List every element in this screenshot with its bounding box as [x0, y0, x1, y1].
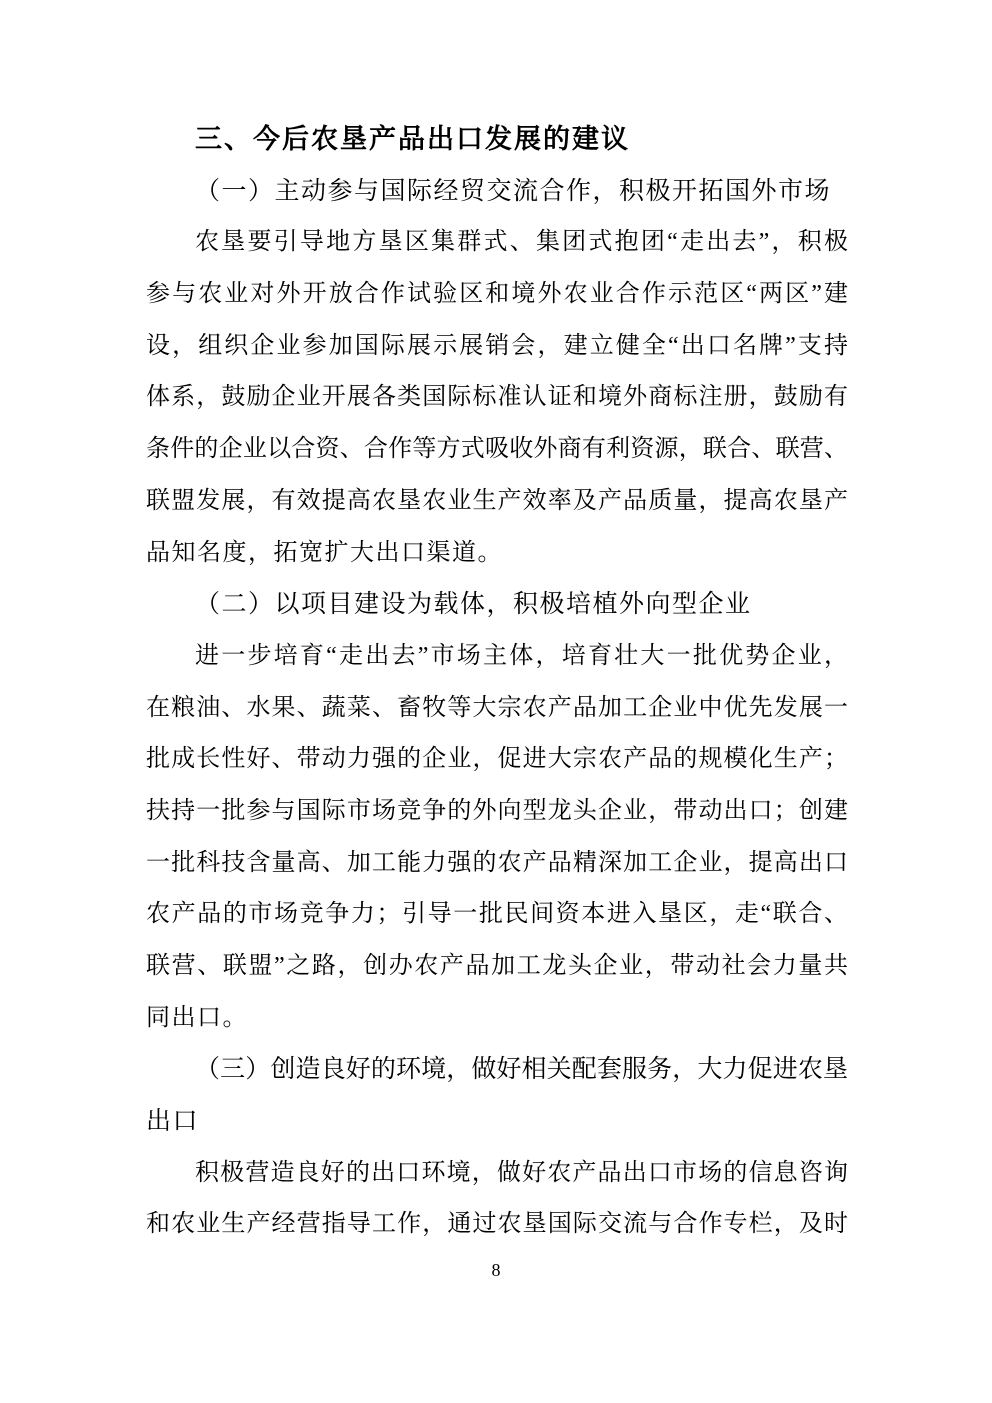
subsection-heading: （三）创造良好的环境，做好相关配套服务，大力促进农垦: [195, 1056, 848, 1084]
body-text-line: 参与农业对外开放合作试验区和境外农业合作示范区“两区”建: [146, 281, 848, 308]
body-text-line: 农垦要引导地方垦区集群式、集团式抱团“走出去”，积极: [195, 229, 848, 256]
subsection-heading: （二）以项目建设为载体，积极培植外向型企业: [195, 591, 752, 619]
body-text-line: 同出口。: [146, 1004, 248, 1031]
body-text-line: 和农业生产经营指导工作，通过农垦国际交流与合作专栏，及时: [146, 1211, 848, 1238]
body-text-line: 扶持一批参与国际市场竞争的外向型龙头企业，带动出口；创建: [146, 797, 848, 824]
body-text-line: 设，组织企业参加国际展示展销会，建立健全“出口名牌”支持: [146, 332, 848, 359]
body-text-line: 品知名度，拓宽扩大出口渠道。: [146, 539, 503, 566]
page-number: 8: [491, 1260, 501, 1280]
body-text-line: 条件的企业以合资、合作等方式吸收外商有利资源，联合、联营、: [146, 436, 848, 463]
body-text-line: 积极营造良好的出口环境，做好农产品出口市场的信息咨询: [195, 1159, 848, 1186]
body-text-line: 农产品的市场竞争力；引导一批民间资本进入垦区，走“联合、: [146, 901, 848, 928]
body-text-line: 联营、联盟”之路，创办农产品加工龙头企业，带动社会力量共: [146, 953, 848, 979]
subsection-heading: （一）主动参与国际经贸交流合作，积极开拓国外市场: [195, 177, 832, 205]
body-text-line: 批成长性好、带动力强的企业，促进大宗农产品的规模化生产；: [146, 746, 848, 773]
subsection-heading: 出口: [146, 1108, 200, 1136]
body-text-line: 在粮油、水果、蔬菜、畜牧等大宗农产品加工企业中优先发展一: [146, 694, 848, 721]
body-text-line: 进一步培育“走出去”市场主体，培育壮大一批优势企业，: [195, 642, 848, 669]
body-text-line: 体系，鼓励企业开展各类国际标准认证和境外商标注册，鼓励有: [146, 384, 848, 411]
document-body: [146, 114, 848, 1251]
section-heading: 三、今后农垦产品出口发展的建议: [195, 124, 630, 154]
body-text-line: 一批科技含量高、加工能力强的农产品精深加工企业，提高出口: [146, 849, 848, 876]
body-text-line: 联盟发展，有效提高农垦农业生产效率及产品质量，提高农垦产: [146, 487, 848, 514]
